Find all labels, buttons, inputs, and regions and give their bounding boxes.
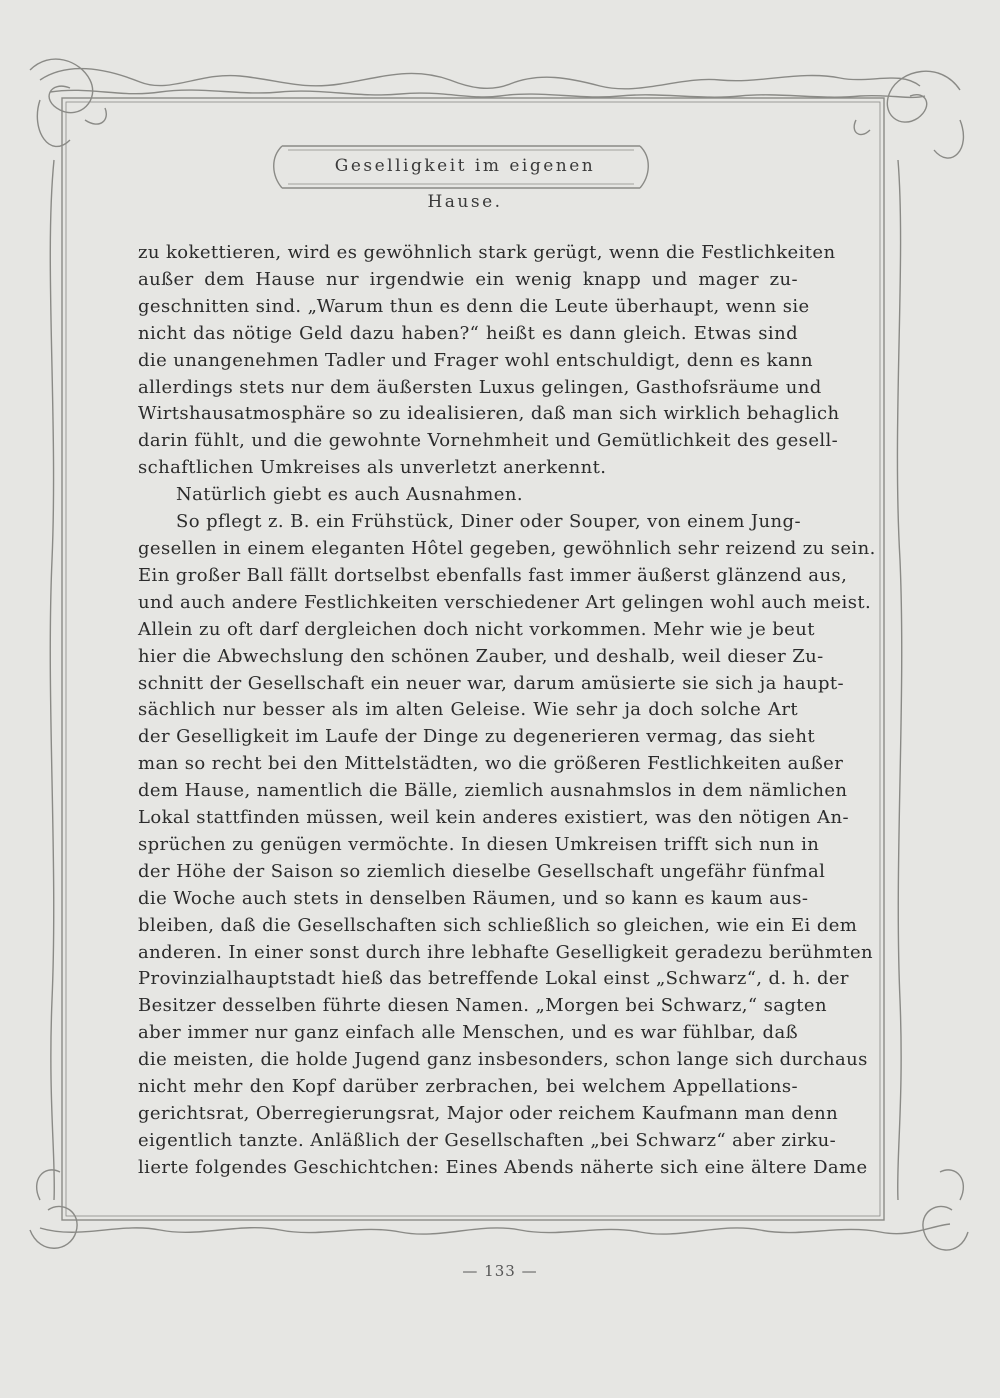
text-line: darin fühlt, und die gewohnte Vornehmheit und Gemütlichkeit des gesell-	[138, 430, 839, 452]
text-line: schnitt der Gesellschaft ein neuer war, darum amüsierte sie sich ja haupt-	[138, 672, 845, 694]
text-line: Allein zu oft darf dergleichen doch nicht vorkommen. Mehr wie je beut	[138, 618, 815, 640]
top-scroll-ornament-2	[50, 90, 925, 97]
top-right-corner-flourish	[854, 71, 963, 158]
text-line: sprüchen zu genügen vermöchte. In diesen Umkreisen trifft sich nun in	[138, 833, 820, 855]
left-side-scroll	[50, 160, 54, 1200]
top-scroll-ornament	[40, 69, 920, 89]
right-side-scroll	[897, 160, 901, 1200]
text-line: der Höhe der Saison so ziemlich dieselbe Gesellschaft ungefähr fünfmal	[138, 860, 826, 882]
text-line: eigentlich tanzte. Anläßlich der Gesellschaften „bei Schwarz“ aber zirku-	[138, 1129, 837, 1151]
text-line: geschnitten sind. „Warum thun es denn die Leute überhaupt, wenn sie	[138, 295, 810, 317]
text-line: der Geselligkeit im Laufe der Dinge zu degenerieren vermag, das sieht	[138, 726, 815, 748]
text-line: allerdings stets nur dem äußersten Luxus gelingen, Gasthofsräume und	[138, 376, 822, 398]
text-line: anderen. In einer sonst durch ihre lebhafte Geselligkeit geradezu berühmten	[138, 941, 874, 963]
page-number: — 133 —	[462, 1262, 538, 1280]
text-line: außer dem Hause nur irgendwie ein wenig knapp und mager zu-	[138, 268, 798, 290]
text-line: man so recht bei den Mittelstädten, wo die größeren Festlichkeiten außer	[138, 753, 844, 775]
text-line: Natürlich giebt es auch Ausnahmen.	[176, 484, 523, 506]
text-line: zu kokettieren, wird es gewöhnlich stark gerügt, wenn die Festlichkeiten	[138, 242, 836, 263]
page-heading: Geselligkeit im eigenen Hause.	[334, 156, 596, 212]
top-left-corner-flourish	[30, 59, 106, 146]
text-line: hier die Abwechslung den schönen Zauber, und deshalb, weil dieser Zu-	[138, 645, 824, 667]
text-line: die meisten, die holde Jugend ganz insbesonders, schon lange sich durchaus	[138, 1049, 868, 1071]
text-line: nicht das nötige Geld dazu haben?“ heißt es dann gleich. Etwas sind	[138, 322, 798, 344]
text-line: Ein großer Ball fällt dortselbst ebenfalls fast immer äußerst glänzend aus,	[138, 564, 848, 586]
bottom-scroll-ornament	[40, 1224, 950, 1234]
text-line: gerichtsrat, Oberregierungsrat, Major oder reichem Kaufmann man denn	[138, 1103, 839, 1124]
text-line: So pflegt z. B. ein Frühstück, Diner oder Souper, von einem Jung-	[176, 511, 801, 533]
text-line: aber immer nur ganz einfach alle Menschen, und es war fühlbar, daß	[138, 1022, 798, 1044]
text-line: die Woche auch stets in denselben Räumen, und so kann es kaum aus-	[138, 887, 809, 909]
bottom-right-corner-flourish	[923, 1170, 968, 1250]
text-line: gesellen in einem eleganten Hôtel gegeben, gewöhnlich sehr reizend zu sein.	[138, 537, 876, 559]
text-line: schaftlichen Umkreises als unverletzt anerkennt.	[138, 457, 607, 479]
text-line: lierte folgendes Geschichtchen: Eines Abends näherte sich eine ältere Dame	[138, 1156, 868, 1178]
text-line: bleiben, daß die Gesellschaften sich schließlich so gleichen, wie ein Ei dem	[138, 914, 858, 936]
text-line: nicht mehr den Kopf darüber zerbrachen, bei welchem Appellations-	[138, 1076, 798, 1098]
text-line: und auch andere Festlichkeiten verschiedener Art gelingen wohl auch meist.	[138, 591, 872, 613]
text-line: Provinzialhauptstadt hieß das betreffende Lokal einst „Schwarz“, d. h. der	[138, 968, 849, 990]
text-line: dem Hause, namentlich die Bälle, ziemlich ausnahmslos in dem nämlichen	[138, 780, 848, 802]
text-line: Wirtshausatmosphäre so zu idealisieren, daß man sich wirklich behaglich	[138, 403, 840, 425]
body-text	[138, 240, 876, 1182]
text-line: sächlich nur besser als im alten Geleise. Wie sehr ja doch solche Art	[138, 699, 798, 721]
text-line: Besitzer desselben führte diesen Namen. „Morgen bei Schwarz,“ sagten	[138, 995, 827, 1017]
text-line: Lokal stattfinden müssen, weil kein anderes existiert, was den nötigen An-	[138, 807, 850, 829]
text-line: die unangenehmen Tadler und Frager wohl entschuldigt, denn es kann	[138, 349, 814, 371]
